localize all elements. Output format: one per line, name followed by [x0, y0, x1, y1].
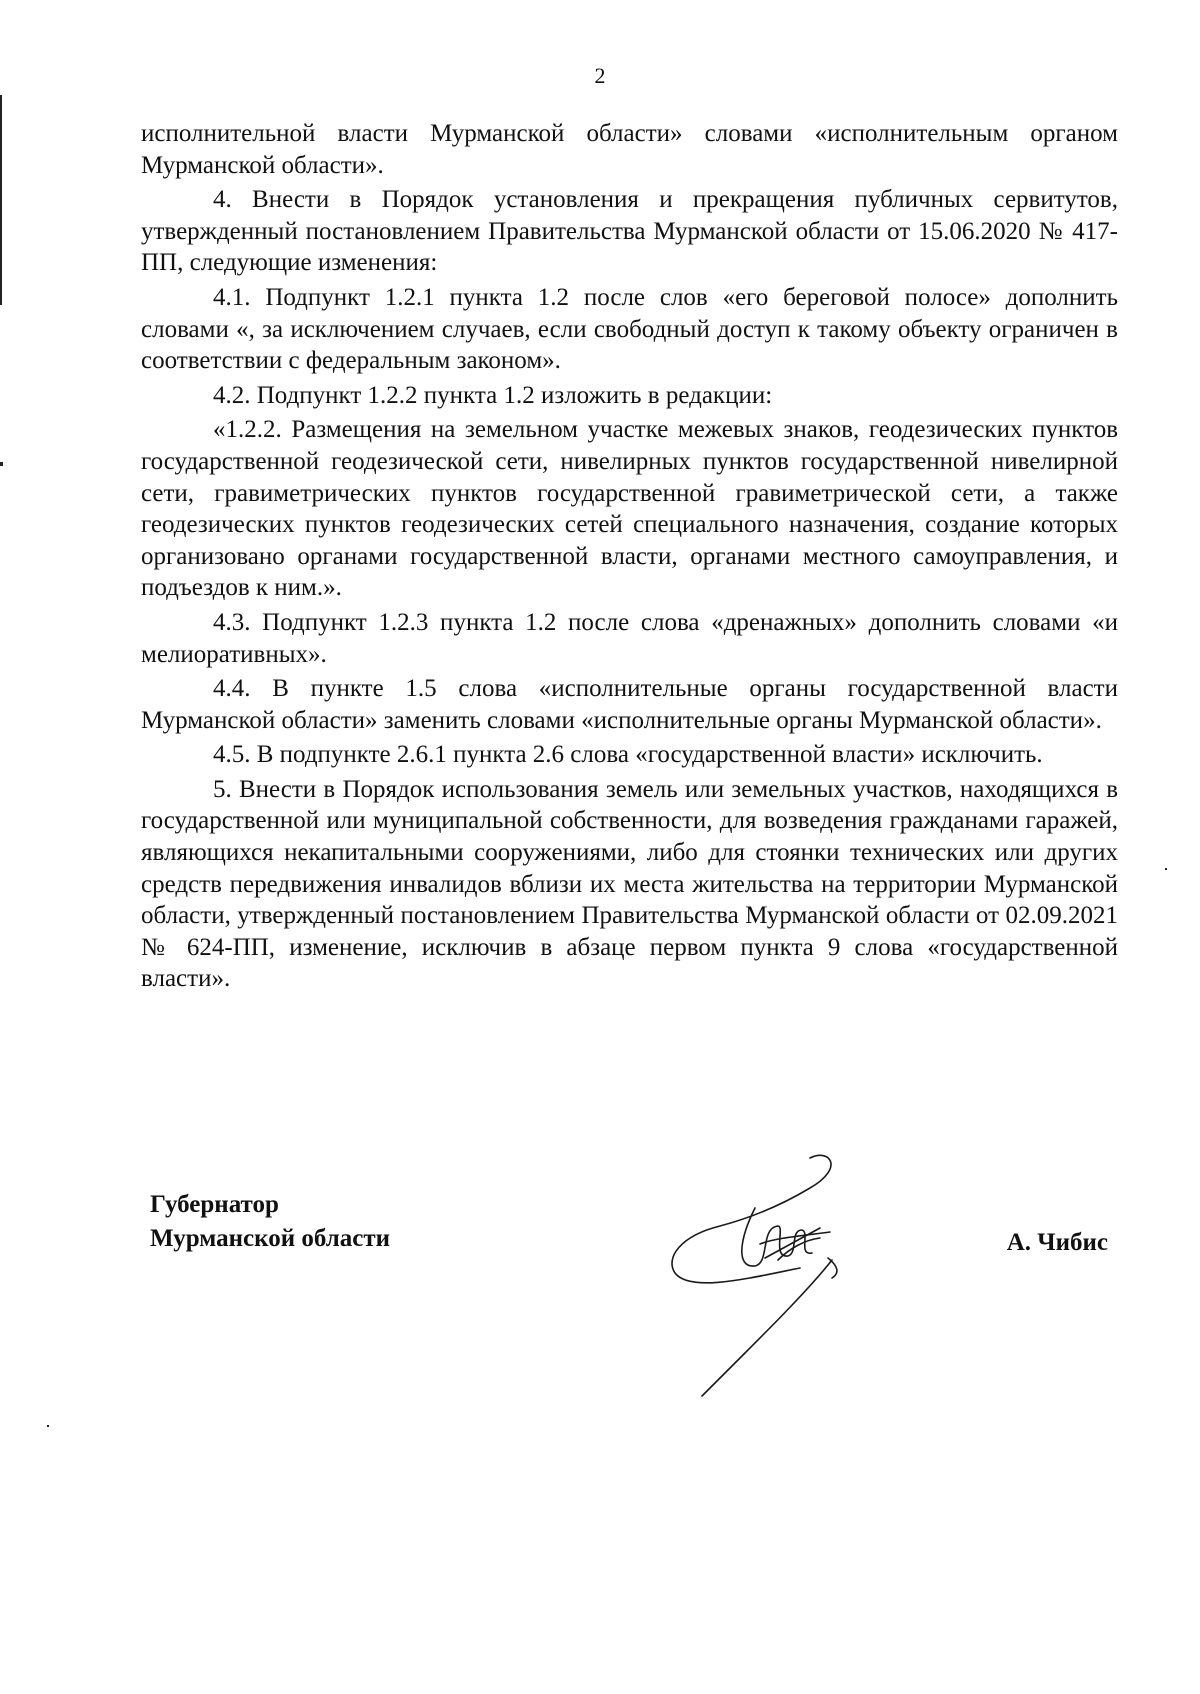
scan-edge-mark [0, 95, 2, 305]
signer-position-line-2: Мурманской области [150, 1225, 391, 1252]
scan-edge-mark [0, 462, 3, 466]
paragraph-item-4-4: 4.4. В пункте 1.5 слова «исполнительные органы государственной власти Мурманской области» заменить словами «исполнительные органы Мурманской области». [141, 675, 1118, 734]
paragraph-item-4-3: 4.3. Подпункт 1.2.3 пункта 1.2 после слова «дренажных» дополнить словами «и мелиоративных». [141, 608, 1118, 668]
scan-speck [1165, 868, 1167, 870]
signer-position [150, 1188, 390, 1256]
paragraph-continuation: исполнительной власти Мурманской области» словами «исполнительным органом Мурманской области». [141, 120, 1118, 179]
document-body [141, 118, 1118, 998]
signer-name: А. Чибис [1006, 1229, 1108, 1256]
paragraph-item-1-2-2-quote: «1.2.2. Размещения на земельном участке межевых знаков, геодезических пунктов государственной геодезической сети, нивелирных пунктов государственной нивелирной сети, гравиметрических пунктов государственной гравиметрической сети, а также геодезических пунктов геодезических сетей специального назначения, создание которых организовано органами государственной власти, органами местного самоуправления, и подъездов к ним.». [141, 416, 1118, 602]
signer-position-line-1: Губернатор [150, 1191, 279, 1218]
page-number: 2 [594, 63, 606, 88]
paragraph-item-4-2: 4.2. Подпункт 1.2.2 пункта 1.2 изложить в редакции: [213, 381, 773, 409]
paragraph-item-4-1: 4.1. Подпункт 1.2.1 пункта 1.2 после слов «его береговой полосе» дополнить словами «, за исключением случаев, если свободный доступ к такому объекту ограничен в соответствии с федеральным законом». [141, 283, 1118, 375]
paragraph-item-5: 5. Внести в Порядок использования земель или земельных участков, находящихся в государственной или муниципальной собственности, для возведения гражданами гаражей, являющихся некапитальными сооружениями, либо для стоянки технических или других средств передвижения инвалидов вблизи их места жительства на территории Мурманской области, утвержденный постановлением Правительства Мурманской области от 02.09.2021 № 624-ПП, изменение, исключив в абзаце первом пункта 9 слова «государственной власти». [141, 775, 1118, 993]
paragraph-item-4: 4. Внести в Порядок установления и прекращения публичных сервитутов, утвержденный постановлением Правительства Мурманской области от 15.06.2020 № 417-ПП, следующие изменения: [141, 186, 1118, 277]
scan-speck [47, 1425, 49, 1427]
paragraph-item-4-5: 4.5. В подпункте 2.6.1 пункта 2.6 слова «государственной власти» исключить. [213, 741, 1043, 769]
handwritten-signature [660, 1148, 890, 1398]
